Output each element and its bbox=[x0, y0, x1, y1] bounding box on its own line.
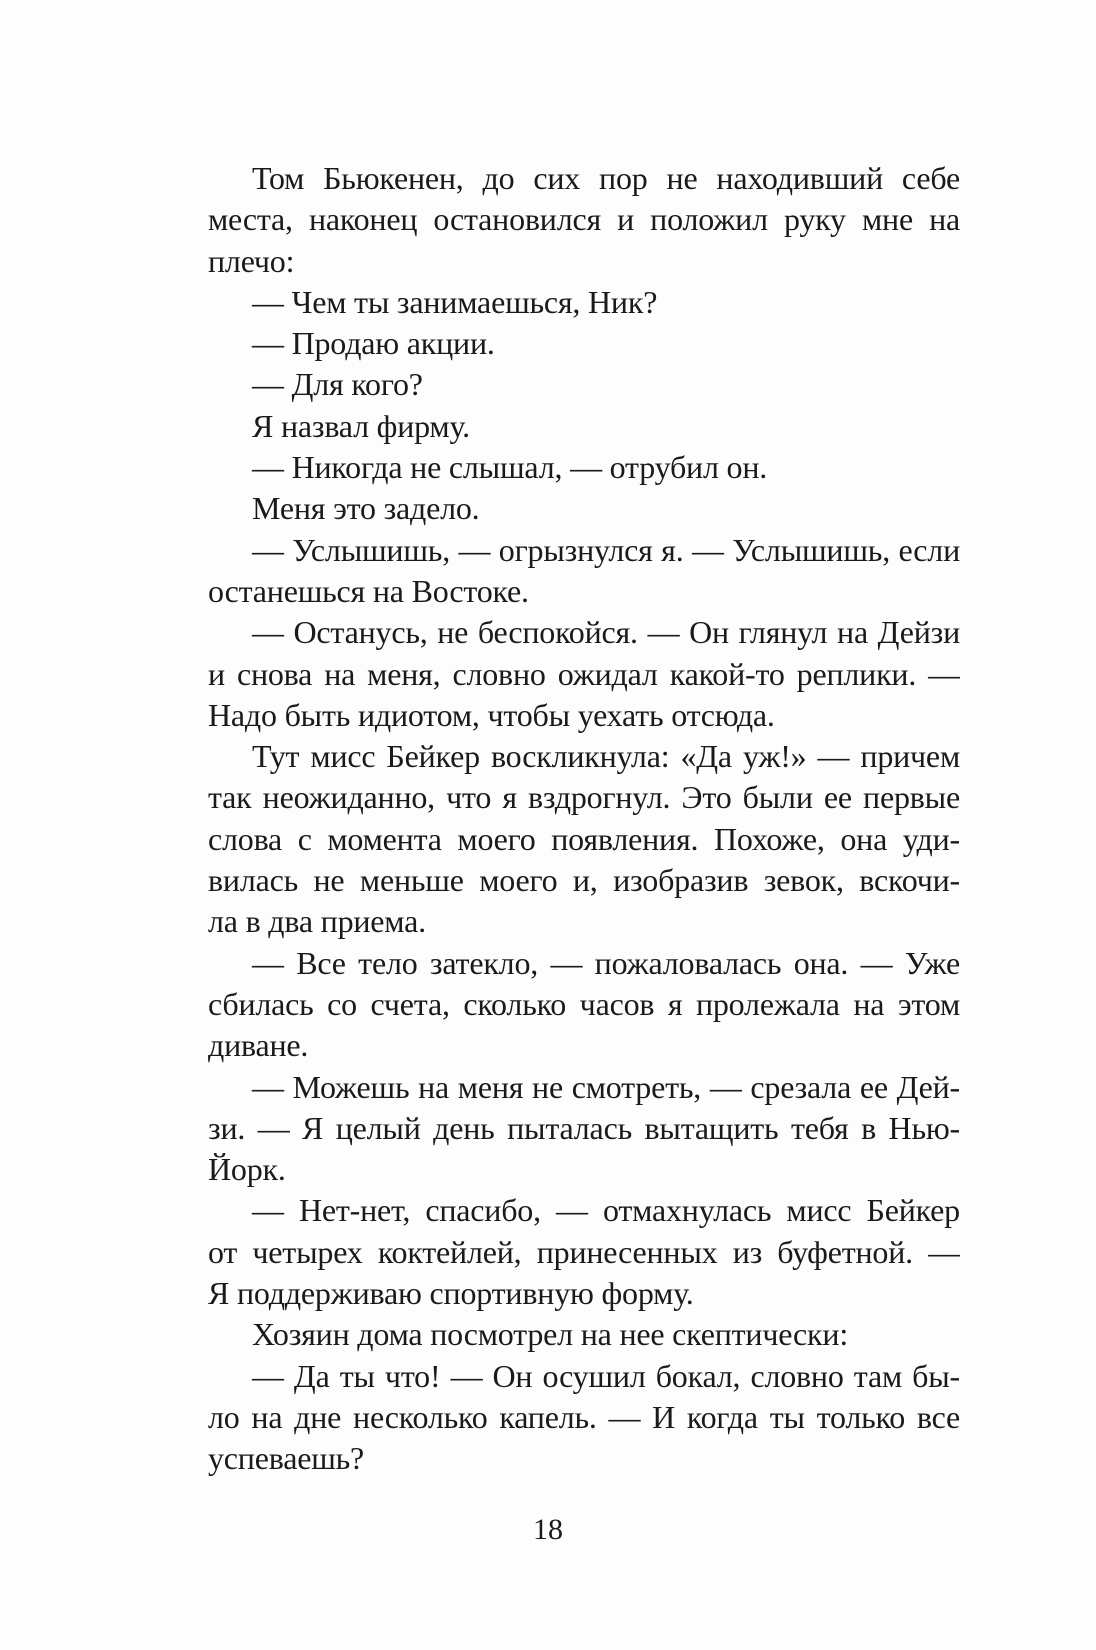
text-line: останешься на Востоке. bbox=[208, 572, 529, 609]
text-line: диване. bbox=[208, 1027, 309, 1064]
body-text bbox=[208, 158, 960, 1480]
text-line: — Никогда не слышал, — отрубил он. bbox=[252, 449, 768, 486]
text-line: Хозяин дома посмотрел на нее скептически: bbox=[252, 1316, 849, 1353]
text-line: ла в два приема. bbox=[208, 903, 426, 940]
text-line: Меня это задело. bbox=[252, 490, 480, 527]
text-line: Том Бьюкенен, до сих пор не находивший себе bbox=[252, 160, 960, 196]
text-line: места, наконец остановился и положил руку мне на bbox=[208, 201, 960, 238]
text-line: Я назвал фирму. bbox=[252, 407, 470, 444]
text-line: — Можешь на меня не смотреть, — срезала ее Дей- bbox=[252, 1068, 960, 1105]
text-line: сбилась со счета, сколько часов я пролежала на этом bbox=[208, 985, 960, 1022]
text-line: вилась не меньше моего и, изобразив зевок, вскочи- bbox=[208, 862, 960, 899]
text-line: и снова на меня, словно ожидал какой-то реплики. — bbox=[208, 655, 960, 692]
text-line: — Все тело затекло, — пожаловалась она. — Уже bbox=[252, 944, 960, 981]
text-line: — Да ты что! — Он осушил бокал, словно там бы- bbox=[252, 1357, 960, 1394]
text-line: зи. — Я целый день пыталась вытащить тебя в Нью- bbox=[208, 1109, 960, 1146]
text-line: так неожиданно, что я вздрогнул. Это были ее первые bbox=[208, 779, 960, 816]
text-line: — Услышишь, — огрызнулся я. — Услышишь, если bbox=[252, 531, 960, 568]
text-line: — Нет-нет, спасибо, — отмахнулась мисс Бейкер bbox=[252, 1192, 960, 1229]
page-number: 18 bbox=[533, 1513, 563, 1546]
text-line: — Продаю акции. bbox=[252, 325, 495, 362]
text-line: слова с момента моего появления. Похоже, она уди- bbox=[208, 820, 960, 857]
text-line: плечо: bbox=[208, 242, 295, 279]
text-line: — Для кого? bbox=[252, 366, 423, 403]
text-line: успеваешь? bbox=[208, 1440, 365, 1477]
text-line: — Останусь, не беспокойся. — Он глянул на Дейзи bbox=[252, 614, 960, 651]
text-line: Я поддерживаю спортивную форму. bbox=[208, 1275, 694, 1312]
text-line: Тут мисс Бейкер воскликнула: «Да уж!» — причем bbox=[252, 738, 960, 775]
text-line: ло на дне несколько капель. — И когда ты только все bbox=[208, 1398, 960, 1435]
text-line: — Чем ты занимаешься, Ник? bbox=[252, 283, 658, 320]
text-line: Йорк. bbox=[208, 1151, 286, 1188]
text-line: от четырех коктейлей, принесенных из буфетной. — bbox=[208, 1233, 960, 1270]
text-line: Надо быть идиотом, чтобы уехать отсюда. bbox=[208, 696, 775, 733]
